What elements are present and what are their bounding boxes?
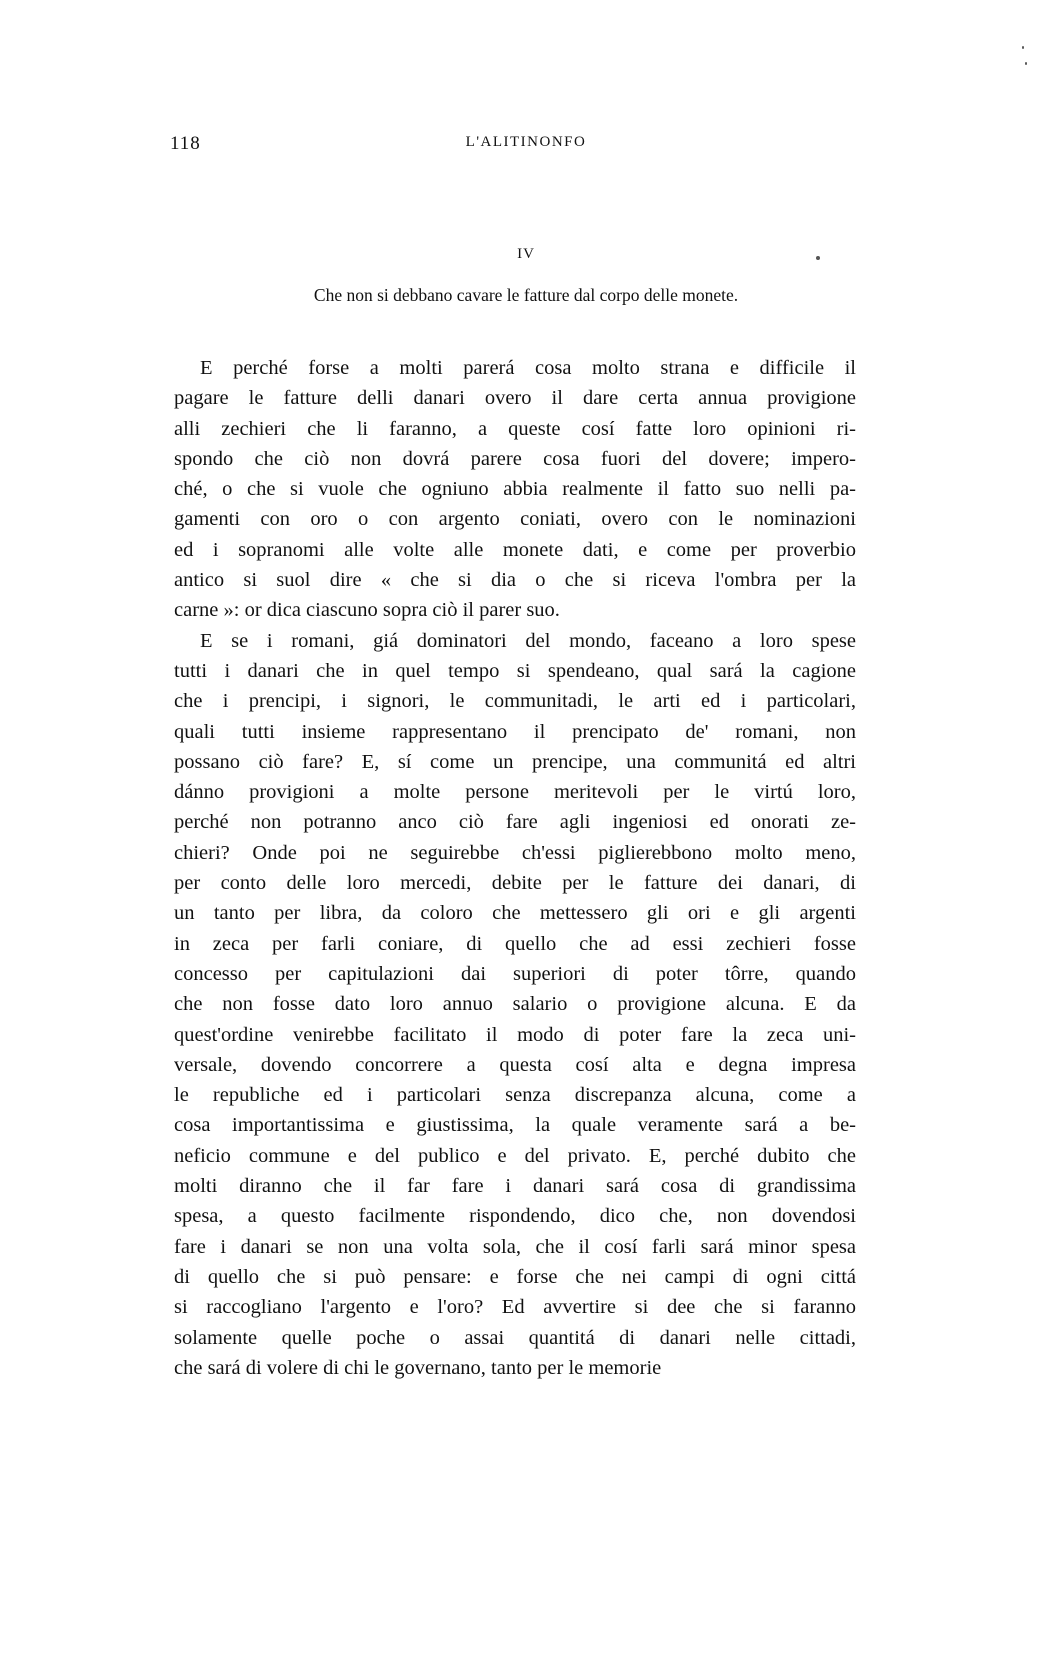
text-line: spondo che ciò non dovrá parere cosa fuori del dovere; impero- bbox=[174, 447, 856, 470]
text-line: antico si suol dire « che si dia o che si riceva l'ombra per la bbox=[174, 569, 856, 592]
text-line: gamenti con oro o con argento coniati, overo con le nominazioni bbox=[174, 508, 856, 531]
text-line: perché non potranno anco ciò fare agli ingeniosi ed onorati ze- bbox=[174, 811, 856, 834]
text-line: versale, dovendo concorrere a questa cosí alta e degna impresa bbox=[174, 1053, 856, 1076]
text-line: che sará di volere di chi le governano, tanto per le memorie bbox=[174, 1356, 662, 1379]
text-line: E perché forse a molti parerá cosa molto strana e difficile il bbox=[200, 357, 856, 379]
chapter-title: Che non si debbano cavare le fatture dal corpo delle monete. bbox=[313, 285, 739, 305]
text-line: quali tutti insieme rappresentano il prencipato de' romani, non bbox=[174, 720, 856, 743]
text-line: che non fosse dato loro annuo salario o provigione alcuna. E da bbox=[174, 993, 856, 1016]
text-line: di quello che si può pensare: e forse che nei campi di ogni cittá bbox=[174, 1265, 856, 1288]
text-line: quest'ordine venirebbe facilitato il modo di poter fare la zeca uni- bbox=[174, 1023, 856, 1046]
text-line: pagare le fatture delli danari overo il dare certa annua provigione bbox=[174, 387, 856, 410]
text-line: solamente quelle poche o assai quantitá di danari nelle cittadi, bbox=[174, 1326, 856, 1349]
text-line: spesa, a questo facilmente rispondendo, dico che, non dovendosi bbox=[174, 1205, 856, 1228]
paragraph bbox=[174, 353, 856, 626]
chapter-number: IV bbox=[517, 246, 535, 262]
text-line: in zeca per farli coniare, di quello che ad essi zechieri fosse bbox=[174, 932, 856, 955]
text-line: le republiche ed i particolari senza discrepanza alcuna, come a bbox=[174, 1084, 856, 1107]
text-line: concesso per capitulazioni dai superiori di poter tôrre, quando bbox=[174, 962, 856, 985]
text-line: un tanto per libra, da coloro che mettessero gli ori e gli argenti bbox=[174, 902, 856, 925]
text-line: che i prencipi, i signori, le communitadi, le arti ed i particolari, bbox=[174, 690, 856, 713]
scan-speck bbox=[1022, 46, 1024, 49]
text-line: possano ciò fare? E, sí come un prencipe, una communitá ed altri bbox=[174, 750, 856, 773]
body-text bbox=[174, 353, 856, 1383]
text-line: fare i danari se non una volta sola, che il cosí farli sará minor spesa bbox=[174, 1235, 856, 1258]
text-line: tutti i danari che in quel tempo si spendeano, qual sará la cagione bbox=[174, 659, 856, 682]
running-head: L'ALITINONFO bbox=[465, 134, 587, 150]
text-line: carne »: or dica ciascuno sopra ciò il parer suo. bbox=[174, 599, 560, 622]
text-line: per conto delle loro mercedi, debite per le fatture dei danari, di bbox=[174, 872, 856, 895]
paragraph bbox=[174, 626, 856, 1383]
scan-speck bbox=[816, 256, 820, 260]
text-line: chieri? Onde poi ne seguirebbe ch'essi piglierebbono molto meno, bbox=[174, 841, 856, 864]
text-line: si raccogliano l'argento e l'oro? Ed avvertire si dee che si faranno bbox=[174, 1296, 856, 1319]
text-line: ed i sopranomi alle volte alle monete dati, e come per proverbio bbox=[174, 538, 856, 561]
page-number: 118 bbox=[170, 133, 201, 154]
text-line: neficio commune e del publico e del privato. E, perché dubito che bbox=[174, 1144, 856, 1167]
scan-speck bbox=[1025, 62, 1027, 65]
text-line: alli zechieri che li faranno, a queste cosí fatte loro opinioni ri- bbox=[174, 417, 856, 440]
text-line: E se i romani, giá dominatori del mondo, faceano a loro spese bbox=[200, 629, 856, 652]
text-line: dánno provigioni a molte persone meritevoli per le virtú loro, bbox=[174, 781, 856, 804]
text-line: ché, o che si vuole che ogniuno abbia realmente il fatto suo nelli pa- bbox=[174, 478, 856, 501]
text-line: molti diranno che il far fare i danari sará cosa di grandissima bbox=[174, 1175, 856, 1198]
text-line: cosa importantissima e giustissima, la quale veramente sará a be- bbox=[174, 1114, 856, 1137]
